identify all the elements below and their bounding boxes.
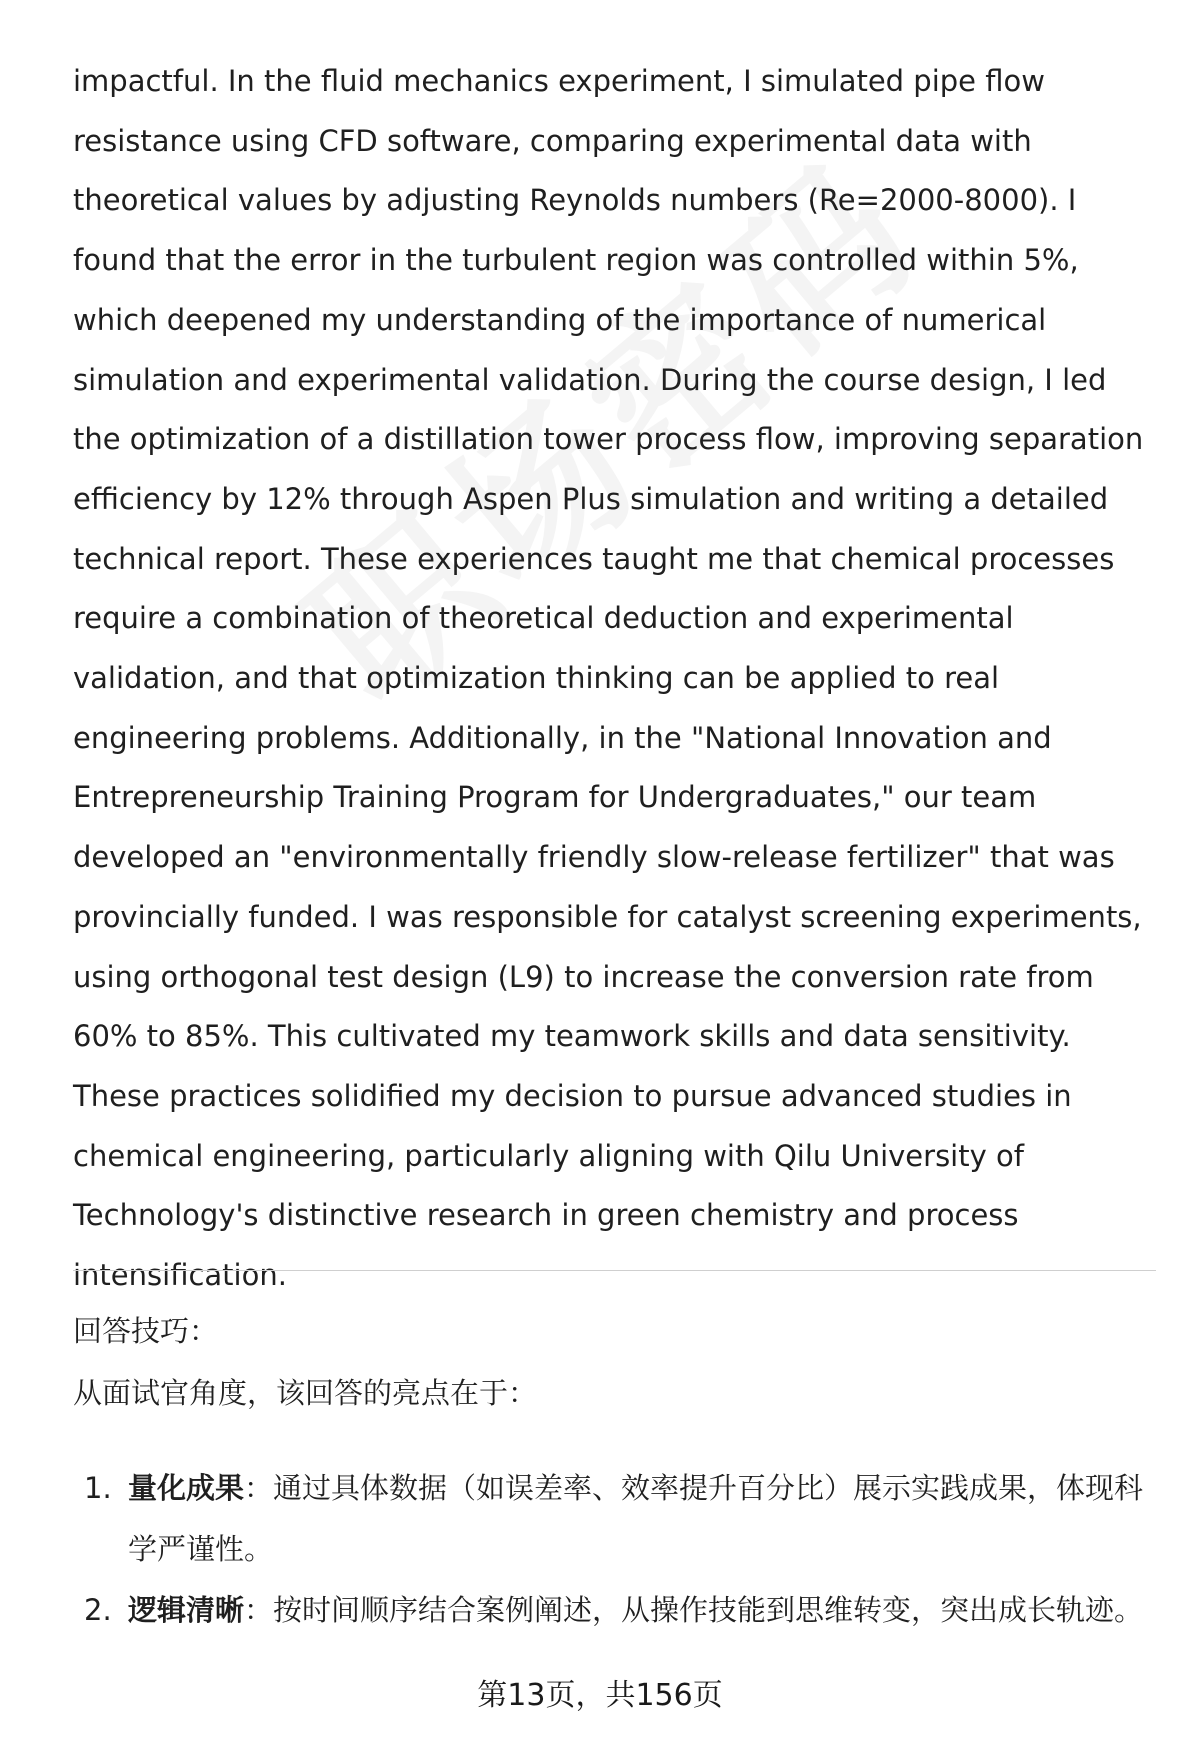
tip-number: 1. xyxy=(84,1471,112,1505)
tip-term: 量化成果 xyxy=(128,1471,245,1505)
page-number-footer: 第13页，共156页 xyxy=(477,1678,723,1713)
tips-heading: 回答技巧： xyxy=(73,1314,219,1348)
tip-text: ：通过具体数据（如误差率、效率提升百分比）展示实践成果，体现科学严谨性。 xyxy=(128,1471,1144,1566)
tip-number: 2. xyxy=(84,1593,112,1627)
tips-intro: 从面试官角度，该回答的亮点在于： xyxy=(73,1376,538,1410)
tip-term: 逻辑清晰 xyxy=(128,1593,245,1627)
tip-text: ：按时间顺序结合案例阐述，从操作技能到思维转变，突出成长轨迹。 xyxy=(244,1593,1144,1627)
tip-item-1 xyxy=(84,1458,1159,1580)
tip-item-2 xyxy=(84,1580,1159,1641)
body-paragraph: impactful. In the fluid mechanics experiment, I simulated pipe flow resistance using CFD software, comparing experimental data with theoretical values by adjusting Reynolds numbers (Re=2000-8000). I found that the error in the turbulent region was controlled within 5%, which deepened my understanding of the importance of numerical simulation and experimental validation. During the course design, I led the optimization of a distillation tower process flow, improving separation efficiency by 12% through Aspen Plus simulation and writing a detailed technical report. These experiences taught me that chemical processes require a combination of theoretical deduction and experimental validation, and that optimization thinking can be applied to real engineering problems. Additionally, in the "National Innovation and Entrepreneurship Training Program for Undergraduates," our team developed an "environmentally friendly slow-release fertilizer" that was provincially funded. I was responsible for catalyst screening experiments, using orthogonal test design (L9) to increase the conversion rate from 60% to 85%. This cultivated my teamwork skills and data sensitivity. These practices solidified my decision to pursue advanced studies in chemical engineering, particularly aligning with Qilu University of Technology's distinctive research in green chemistry and process intensification. xyxy=(73,64,1144,1293)
section-divider xyxy=(73,1270,1156,1271)
tips-list xyxy=(84,1458,1159,1641)
